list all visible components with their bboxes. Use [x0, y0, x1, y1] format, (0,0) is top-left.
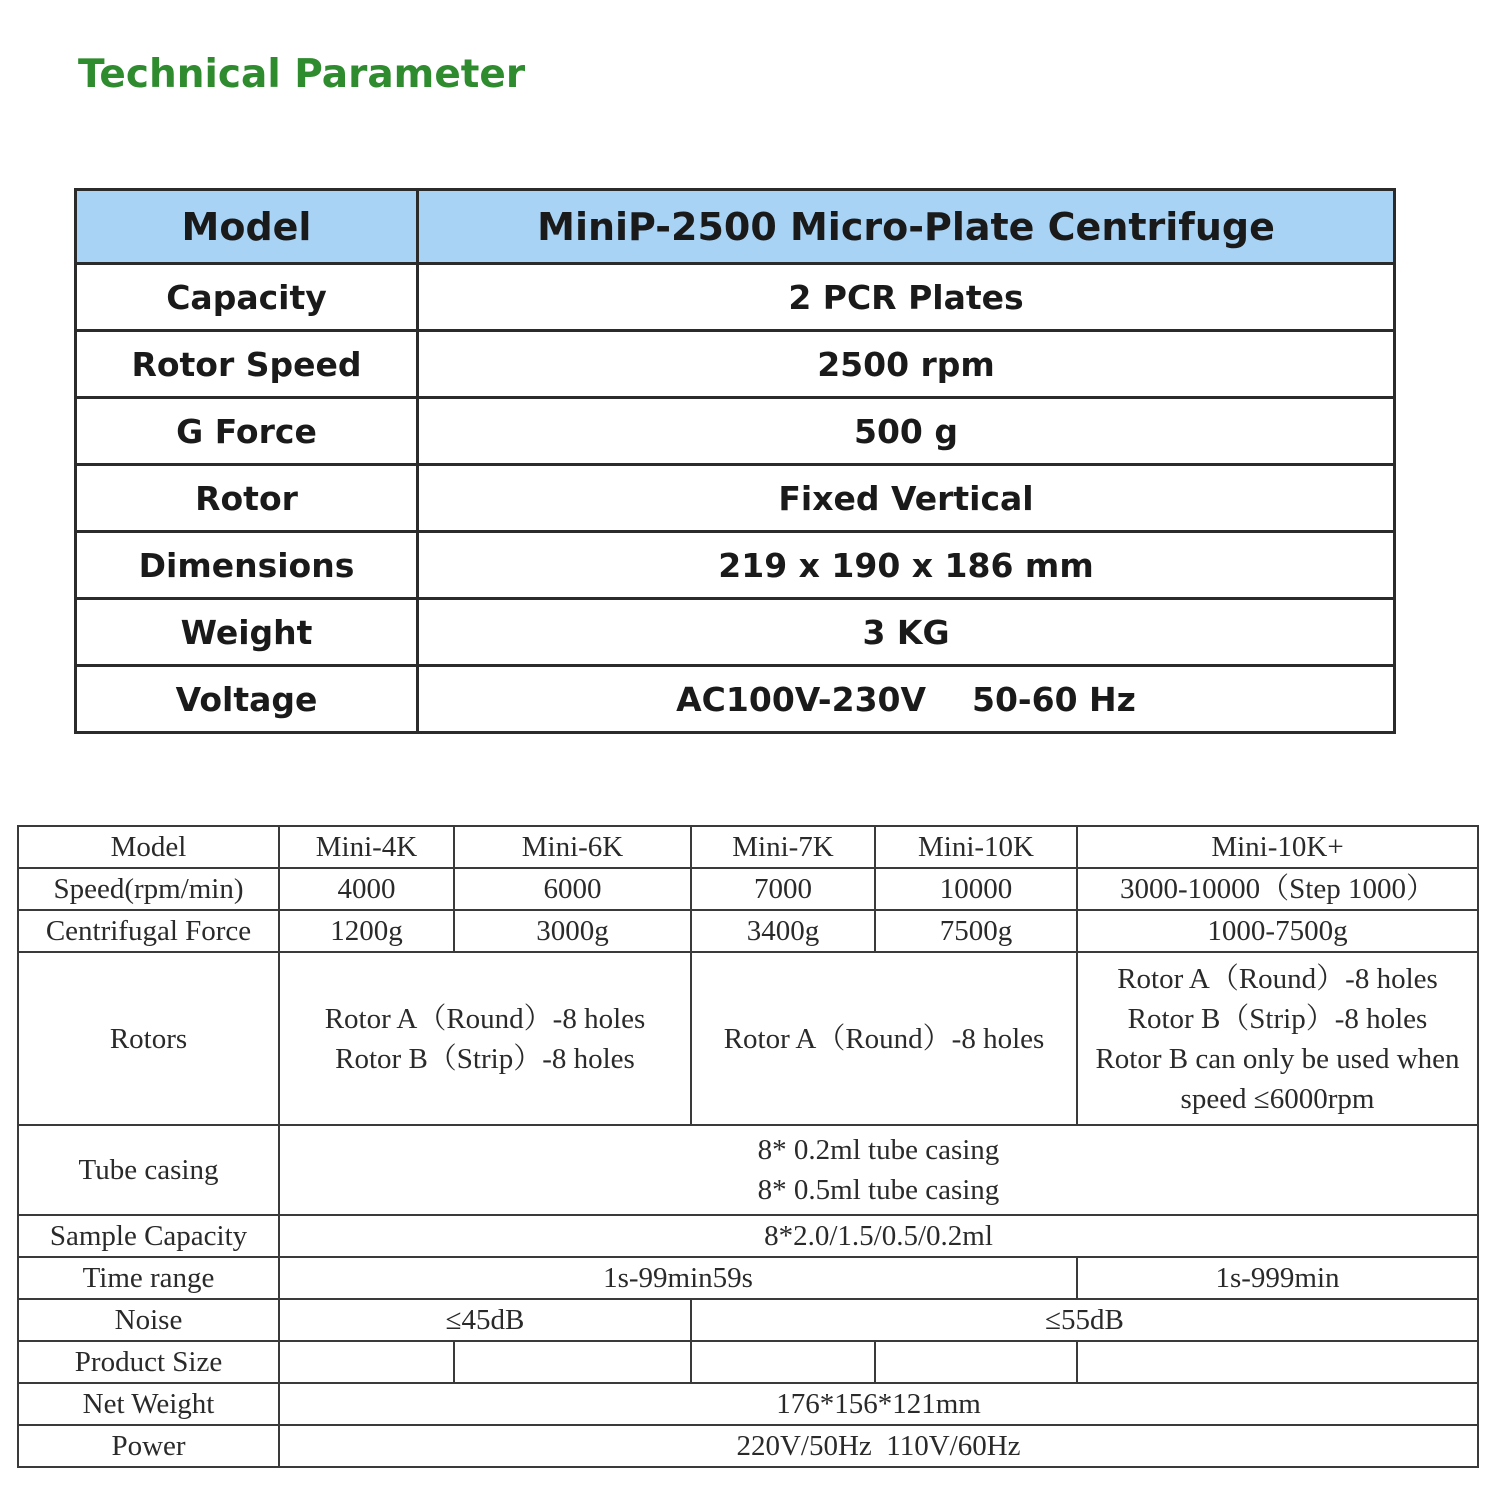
time-range-cell: 1s-99min59s: [279, 1257, 1077, 1299]
noise-row: [18, 1299, 1478, 1341]
force-row: [18, 910, 1478, 952]
spec-value: 2500 rpm: [418, 331, 1395, 398]
spec-row: [76, 666, 1395, 733]
model-cell: Mini-4K: [279, 826, 454, 868]
spec-value: AC100V-230V 50-60 Hz: [418, 666, 1395, 733]
spec-label: Rotor: [76, 465, 418, 532]
row-label: Time range: [18, 1257, 279, 1299]
spec-label: Voltage: [76, 666, 418, 733]
row-label: Speed(rpm/min): [18, 868, 279, 910]
model-cell: Mini-10K+: [1077, 826, 1478, 868]
spec-label: Rotor Speed: [76, 331, 418, 398]
spec-row: [76, 398, 1395, 465]
spec-value: 2 PCR Plates: [418, 264, 1395, 331]
product-size-cell: [454, 1341, 691, 1383]
row-label: Power: [18, 1425, 279, 1467]
product-size-cell: [1077, 1341, 1478, 1383]
row-label: Product Size: [18, 1341, 279, 1383]
model-cell: Mini-6K: [454, 826, 691, 868]
spec-value: Fixed Vertical: [418, 465, 1395, 532]
speed-cell: 3000-10000（Step 1000）: [1077, 868, 1478, 910]
tube-casing-line: 8* 0.5ml tube casing: [757, 1174, 1000, 1206]
spec-header-row: [76, 190, 1395, 264]
product-size-cell: [875, 1341, 1077, 1383]
rotors-cell: [1077, 952, 1478, 1125]
tube-casing-line: 8* 0.2ml tube casing: [757, 1134, 1000, 1166]
noise-cell: ≤55dB: [691, 1299, 1478, 1341]
force-cell: 7500g: [875, 910, 1077, 952]
spec-value: 3 KG: [418, 599, 1395, 666]
model-cell: Mini-7K: [691, 826, 875, 868]
rotor-line: speed ≤6000rpm: [1180, 1082, 1375, 1115]
speed-cell: 7000: [691, 868, 875, 910]
net-weight-row: [18, 1383, 1478, 1425]
model-row: [18, 826, 1478, 868]
product-size-row: [18, 1341, 1478, 1383]
spec-row: [76, 264, 1395, 331]
product-size-cell: [691, 1341, 875, 1383]
net-weight-cell: 176*156*121mm: [279, 1383, 1478, 1425]
row-label: Net Weight: [18, 1383, 279, 1425]
force-cell: 1000-7500g: [1077, 910, 1478, 952]
spec-value: 500 g: [418, 398, 1395, 465]
spec-label: G Force: [76, 398, 418, 465]
row-label: Noise: [18, 1299, 279, 1341]
sample-capacity-row: [18, 1215, 1478, 1257]
spec-label: Dimensions: [76, 532, 418, 599]
row-label: Sample Capacity: [18, 1215, 279, 1257]
rotor-line: Rotor A（Round）-8 holes: [723, 1022, 1045, 1055]
tube-casing-cell: [279, 1125, 1478, 1215]
model-cell: Mini-10K: [875, 826, 1077, 868]
power-row: [18, 1425, 1478, 1467]
spec-label: Weight: [76, 599, 418, 666]
spec-row: [76, 532, 1395, 599]
spec-row: [76, 465, 1395, 532]
rotor-line: Rotor A（Round）-8 holes: [324, 1002, 646, 1035]
rotors-row: [18, 952, 1478, 1125]
sample-capacity-cell: 8*2.0/1.5/0.5/0.2ml: [279, 1215, 1478, 1257]
spec-header-label: Model: [76, 190, 418, 264]
rotor-line: Rotor B（Strip）-8 holes: [1127, 1002, 1428, 1035]
rotors-cell: [691, 952, 1077, 1125]
rotor-line: Rotor A（Round）-8 holes: [1117, 962, 1438, 995]
row-label: Centrifugal Force: [18, 910, 279, 952]
speed-row: [18, 868, 1478, 910]
spec-row: [76, 331, 1395, 398]
spec-table: [74, 188, 1396, 734]
row-label: Tube casing: [18, 1125, 279, 1215]
spec-header-value: MiniP-2500 Micro-Plate Centrifuge: [418, 190, 1395, 264]
row-label: Rotors: [18, 952, 279, 1125]
speed-cell: 4000: [279, 868, 454, 910]
rotor-line: Rotor B can only be used when: [1095, 1042, 1460, 1075]
time-range-cell: 1s-999min: [1077, 1257, 1478, 1299]
page-heading: Technical Parameter: [78, 52, 526, 97]
force-cell: 3400g: [691, 910, 875, 952]
speed-cell: 10000: [875, 868, 1077, 910]
rotor-line: Rotor B（Strip）-8 holes: [335, 1042, 635, 1075]
spec-value: 219 x 190 x 186 mm: [418, 532, 1395, 599]
row-label: Model: [18, 826, 279, 868]
force-cell: 1200g: [279, 910, 454, 952]
speed-cell: 6000: [454, 868, 691, 910]
noise-cell: ≤45dB: [279, 1299, 691, 1341]
spec-row: [76, 599, 1395, 666]
rotors-cell: [279, 952, 691, 1125]
spec-label: Capacity: [76, 264, 418, 331]
product-size-cell: [279, 1341, 454, 1383]
force-cell: 3000g: [454, 910, 691, 952]
tube-casing-row: [18, 1125, 1478, 1215]
power-cell: 220V/50Hz 110V/60Hz: [279, 1425, 1478, 1467]
comparison-table: [17, 825, 1479, 1468]
time-range-row: [18, 1257, 1478, 1299]
